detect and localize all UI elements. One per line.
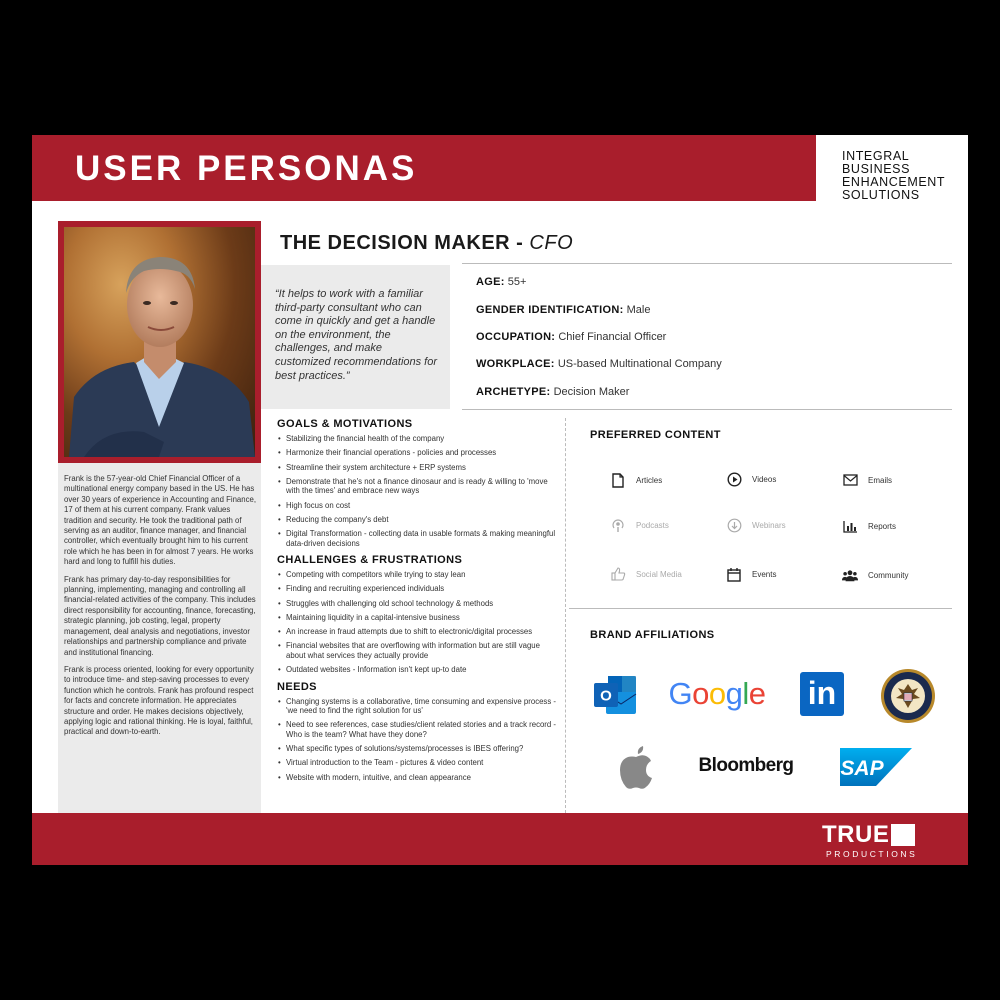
outlook-letter: O <box>600 687 612 705</box>
google-letter: e <box>748 676 766 711</box>
list-item: • Harmonize their financial operations - policies and processes <box>277 448 557 457</box>
attribute-gender <box>476 304 650 316</box>
attribute-label: AGE: <box>476 276 505 288</box>
challenges-heading: CHALLENGES & FRUSTRATIONS <box>277 554 463 566</box>
divider <box>462 263 952 264</box>
google-logo <box>662 672 772 716</box>
content-articles <box>610 472 662 488</box>
bio-paragraph: Frank is the 57-year-old Chief Financial Officer of a multinational energy company based in the US. He has over 30 years of experience in Accounting and Finance, 17 of them at his current company. Frank values tradition and security. He took the traditional path of serving as an auditor, finance manager, and financial controller, which eventually brought him to his current role which he has been in for almost 7 years. He works hard and long to fulfill his duties. <box>64 474 257 567</box>
download-circle-icon <box>726 517 742 533</box>
attribute-occupation <box>476 331 666 343</box>
content-label: Articles <box>636 475 663 485</box>
content-reports <box>842 518 896 534</box>
google-letter: G <box>668 676 693 711</box>
challenges-list <box>277 570 557 675</box>
podcast-icon <box>610 517 626 533</box>
attribute-value: Decision Maker <box>550 386 630 398</box>
people-icon <box>842 567 858 583</box>
header-bar <box>32 135 816 201</box>
list-item: • An increase in fraud attempts due to shift to electronic/digital processes <box>277 627 557 636</box>
attribute-label: OCCUPATION: <box>476 331 556 343</box>
sap-wordmark: SAP <box>840 757 884 780</box>
content-label: Social Media <box>636 569 682 579</box>
list-item: • High focus on cost <box>277 501 557 510</box>
attribute-label: GENDER IDENTIFICATION: <box>476 304 624 316</box>
bloomberg-wordmark: Bloomberg <box>698 755 794 776</box>
play-icon <box>726 471 742 487</box>
content-label: Events <box>752 569 777 579</box>
google-wordmark <box>668 676 765 712</box>
footer-bar <box>32 813 968 865</box>
attribute-label: WORKPLACE: <box>476 358 555 370</box>
list-item: • Website with modern, intuitive, and clean appearance <box>277 773 557 782</box>
list-item: • Maintaining liquidity in a capital-intensive business <box>277 613 557 622</box>
calendar-icon <box>726 566 742 582</box>
persona-photo <box>64 227 255 457</box>
list-item: • What specific types of solutions/systems/processes is IBES offering? <box>277 744 557 753</box>
persona-title-text: THE DECISION MAKER - <box>280 232 530 254</box>
divider <box>569 608 952 609</box>
content-podcasts <box>610 517 669 533</box>
company-line: ENHANCEMENT <box>842 175 946 189</box>
list-item: • Financial websites that are overflowing with information but are still vague about what services they actually provide <box>277 641 557 660</box>
bio-paragraph: Frank has primary day-to-day responsibilities for planning, implementing, managing and controlling all financial-related activities of the company. This includes direct responsibility for accounting, finance, forecasting, strategic planning, job costing, legal, property management, deal analysis and negotiations, investor relationships and partnership compliance and private and institutional financing. <box>64 574 256 657</box>
true-logo-word <box>822 821 917 849</box>
list-item: • Changing systems is a collaborative, time consuming and expensive process - 'we need to find the right solution for us' <box>277 697 557 716</box>
apple-logo <box>614 740 658 792</box>
content-social-media <box>610 566 682 582</box>
attribute-value: Chief Financial Officer <box>555 331 667 343</box>
persona-title <box>280 232 573 255</box>
thumbs-up-icon <box>610 566 626 582</box>
company-line: BUSINESS <box>842 162 911 176</box>
brand-affiliations-heading: BRAND AFFILIATIONS <box>590 629 715 641</box>
column-divider <box>565 418 566 813</box>
bar-chart-icon <box>842 518 858 534</box>
list-item: • Finding and recruiting experienced individuals <box>277 584 557 593</box>
content-label: Webinars <box>752 520 786 530</box>
outlook-logo <box>592 670 640 718</box>
preferred-content-heading: PREFERRED CONTENT <box>590 429 721 441</box>
persona-quote: “It helps to work with a familiar third-party consultant who can come in quickly and get a handle on the environment, the challenges, and make customized recommendations for best practices.” <box>261 265 450 409</box>
attribute-value: 55+ <box>504 276 527 288</box>
list-item: • Competing with competitors while trying to stay lean <box>277 570 557 579</box>
bio-paragraph: Frank is process oriented, looking for every opportunity to introduce time- and step-saving processes to every function which he controls. Frank has profound respect for facts and concrete information. He appreciates structure and order. He makes decisions objectively, applying logic and rational thinking. He is loyal, faithful, practical and down-to-earth. <box>64 664 254 737</box>
google-letter: g <box>725 676 743 711</box>
attribute-value: US-based Multinational Company <box>554 358 722 370</box>
attribute-workplace <box>476 358 722 370</box>
persona-details <box>277 418 557 788</box>
list-item: • Stabilizing the financial health of the company <box>277 434 557 443</box>
list-item: • Demonstrate that he's not a finance dinosaur and is ready & willing to 'move with the times' and embrace new ways <box>277 477 557 496</box>
linkedin-logo <box>800 672 844 716</box>
content-events <box>726 566 776 582</box>
true-logo-sub: PRODUCTIONS <box>826 849 918 859</box>
content-label: Podcasts <box>636 520 669 530</box>
content-label: Community <box>868 570 909 580</box>
content-webinars <box>726 517 786 533</box>
list-item: • Need to see references, case studies/client related stories and a track record - Who is the team? What have they done? <box>277 720 557 739</box>
content-videos <box>726 471 776 487</box>
content-label: Reports <box>868 521 897 531</box>
attribute-age <box>476 276 526 288</box>
page-title: USER PERSONAS <box>75 149 418 188</box>
sap-logo <box>840 748 912 786</box>
content-label: Videos <box>752 474 777 484</box>
true-logo-text: TRUE <box>822 821 890 848</box>
divider <box>462 409 952 410</box>
google-letter: o <box>692 676 709 711</box>
content-community <box>842 567 908 583</box>
persona-role: CFO <box>529 232 574 254</box>
list-item: • Outdated websites - Information isn't kept up-to date <box>277 665 557 674</box>
linkedin-wordmark: in <box>807 674 837 711</box>
list-item: • Struggles with challenging old school technology & methods <box>277 599 557 608</box>
bloomberg-logo <box>686 749 806 783</box>
list-item: • Virtual introduction to the Team - pictures & video content <box>277 758 557 767</box>
company-line: INTEGRAL <box>842 149 910 163</box>
company-line: SOLUTIONS <box>842 188 920 202</box>
google-letter: l <box>742 676 749 711</box>
goals-heading: GOALS & MOTIVATIONS <box>277 418 413 430</box>
content-emails <box>842 472 892 488</box>
content-label: Emails <box>868 475 893 485</box>
google-letter: o <box>708 676 726 711</box>
needs-list <box>277 697 557 782</box>
true-productions-logo <box>822 821 917 859</box>
list-item: • Streamline their system architecture + ERP systems <box>277 463 557 472</box>
attribute-value: Male <box>623 304 651 316</box>
attribute-archetype <box>476 386 629 398</box>
list-item: • Digital Transformation - collecting data in usable formats & making meaningful data-driven decisions <box>277 529 557 548</box>
persona-photo-frame <box>58 221 261 463</box>
persona-bio <box>58 463 261 813</box>
portrait-illustration <box>64 227 255 457</box>
attribute-label: ARCHETYPE: <box>476 386 551 398</box>
sec-seal-logo <box>880 668 936 724</box>
document-icon <box>610 472 626 488</box>
logo-square <box>891 824 915 846</box>
needs-heading: NEEDS <box>277 680 317 693</box>
list-item: • Reducing the company's debt <box>277 515 557 524</box>
company-name <box>842 150 945 202</box>
goals-list <box>277 434 557 548</box>
envelope-icon <box>842 472 858 488</box>
persona-card <box>32 135 968 865</box>
